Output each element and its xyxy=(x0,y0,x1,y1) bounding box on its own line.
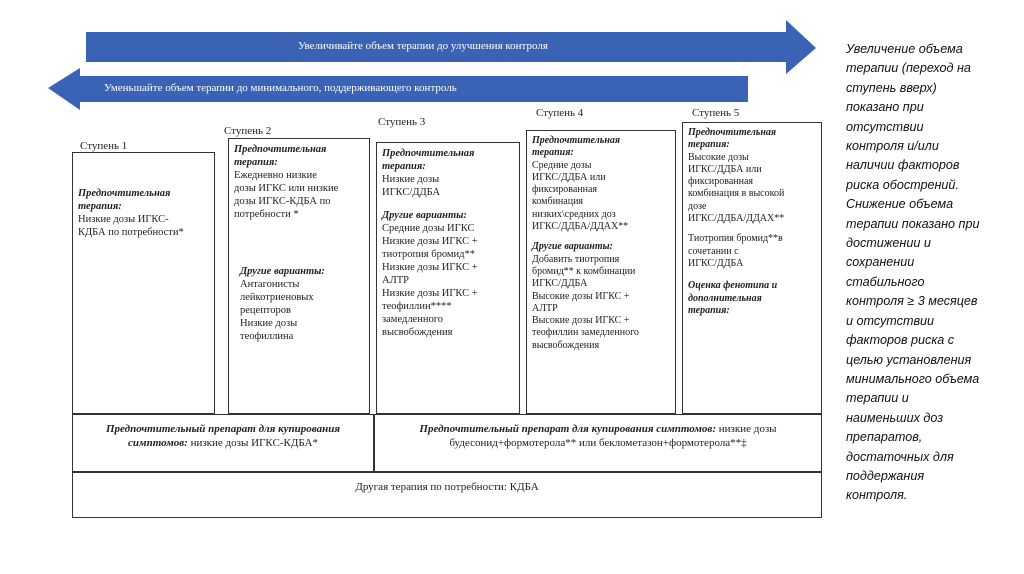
step-3-other-line: замедленного xyxy=(382,314,444,325)
step-3-preferred-title: терапия: xyxy=(382,161,426,172)
step-1-preferred-title: Предпочтительная терапия: xyxy=(78,188,171,212)
step-3-other-line: Низкие дозы ИГКС + xyxy=(382,262,478,273)
side-note-line: отсутствии xyxy=(846,119,924,134)
side-note-line: контроля и/или xyxy=(846,139,939,154)
step-4-label: Ступень 4 xyxy=(536,107,584,119)
step-2-other-line: рецепторов xyxy=(240,305,291,316)
relief-right-text-2: будесонид+формотерола** или беклометазон+формотерола**‡ xyxy=(449,437,747,449)
step-2-preferred-line: дозы ИГКС или низкие xyxy=(234,183,339,194)
step-2-preferred-line: потребности * xyxy=(234,209,299,220)
step-5-preferred-line: сочетании с xyxy=(688,245,739,257)
step-4-preferred-line: комбинация xyxy=(532,196,584,208)
step-4-box xyxy=(526,130,676,414)
step-2-preferred-line: дозы ИГКС-КДБА по xyxy=(234,196,331,207)
step-5-preferred-title: Предпочтительная xyxy=(688,127,777,138)
step-4-other-line: Добавить тиотропия xyxy=(532,253,620,265)
side-note-line: наличии факторов xyxy=(846,158,960,173)
step-3-other-line: теофиллин**** xyxy=(382,301,452,312)
step-3-other-line: тиотропия бромид** xyxy=(382,249,475,260)
step-4-preferred-line: ИГКС/ДДБА или xyxy=(532,171,606,183)
step-3-box xyxy=(376,142,520,414)
side-note-line: Увеличение объема xyxy=(846,42,963,56)
side-note xyxy=(846,40,1018,506)
side-note-line: и отсутствии xyxy=(846,313,935,328)
step-4-preferred-line: Средние дозы xyxy=(532,159,592,171)
step-5-label: Ступень 5 xyxy=(692,107,740,119)
increase-arrow-label: Увеличивайте объем терапии до улучшения контроля xyxy=(298,40,548,52)
step-2-box xyxy=(228,138,370,414)
side-note-line: терапии показано при xyxy=(846,216,980,231)
relief-right-text: низкие дозы xyxy=(716,423,777,435)
step-4-preferred-title: терапия: xyxy=(532,147,574,159)
step-4-preferred-line: низких\средних доз xyxy=(532,208,616,220)
step-5-preferred-line: Тиотропия бромид**в xyxy=(688,233,783,245)
step-5-other-title: дополнительная xyxy=(688,292,762,304)
step-5-preferred-title: терапия: xyxy=(688,139,730,151)
step-4-other-line: теофиллин замедленного xyxy=(532,327,639,339)
other-therapy-text: Другая терапия по потребности: КДБА xyxy=(355,481,539,493)
step-3-other-line: Низкие дозы ИГКС + xyxy=(382,288,478,299)
step-5-box xyxy=(682,122,822,414)
step-2-other-line: Антагонисты xyxy=(240,279,300,290)
side-note-line: факторов риска с xyxy=(846,333,955,348)
side-note-line: риска обострений. xyxy=(846,177,959,192)
step-4-other-title: Другие варианты: xyxy=(532,241,613,253)
step-1-preferred-line: КДБА по потребности* xyxy=(78,227,184,238)
side-note-line: ступень вверх) xyxy=(846,80,937,95)
side-note-line: сохранении xyxy=(846,255,915,270)
step-3-other-title: Другие варианты: xyxy=(382,210,467,221)
step-4-preferred-line: фиксированная xyxy=(532,184,597,196)
step-4-other-line: Высокие дозы ИГКС + xyxy=(532,315,630,327)
step-5-other-title: терапия: xyxy=(688,304,730,316)
step-2-other-title: Другие варианты: xyxy=(240,266,325,277)
side-note-line: минимального объема xyxy=(846,371,980,386)
side-note-line: достаточных для xyxy=(846,449,954,464)
step-5-preferred-line: ИГКС/ДДБА/ДДАХ** xyxy=(688,213,785,225)
step-1-box xyxy=(72,152,215,414)
side-note-line: достижении и xyxy=(846,236,931,251)
step-2-preferred-line: Ежедневно низкие xyxy=(234,170,317,181)
side-note-line: контроля. xyxy=(846,488,908,503)
step-5-other-title: Оценка фенотипа и xyxy=(688,280,778,292)
relief-left-title: Предпочтительный препарат для купирования xyxy=(105,423,341,435)
step-4-other-line: ИГКС/ДДБА xyxy=(532,278,588,290)
side-note-line: стабильного xyxy=(846,274,925,289)
step-5-preferred-line: комбинация в высокой xyxy=(688,188,785,200)
side-note-line: терапии (переход на xyxy=(846,61,971,76)
step-3-other-line: высвобождения xyxy=(382,327,453,338)
step-3-preferred-line: ИГКС/ДДБА xyxy=(382,187,441,198)
relief-left-text: низкие дозы ИГКС-КДБА* xyxy=(187,437,318,449)
step-3-other-line: Средние дозы ИГКС xyxy=(382,223,475,234)
step-4-preferred-line: ИГКС/ДДБА/ДДАХ** xyxy=(532,221,629,233)
step-4-other-line: бромид** к комбинации xyxy=(532,265,636,277)
step-2-label: Ступень 2 xyxy=(224,125,272,137)
relief-right-box xyxy=(374,414,822,472)
step-2-other-line: теофиллина xyxy=(240,331,294,342)
step-2-other-line: Низкие дозы xyxy=(240,318,298,329)
side-note-line: контроля ≥ 3 месяцев xyxy=(846,294,978,309)
step-2-preferred-title: Предпочтительная xyxy=(234,144,327,155)
step-4-other-line: высвобождения xyxy=(532,339,600,351)
relief-right-title: Предпочтительный препарат для купирования симптомов: xyxy=(419,423,716,435)
decrease-arrow-label: Уменьшайте объем терапии до минимального, поддерживающего контроль xyxy=(104,82,457,94)
relief-left-title-2: симптомов: xyxy=(128,437,188,449)
relief-left-box xyxy=(72,414,374,472)
step-3-other-line: АЛТР xyxy=(382,275,409,286)
side-note-line: целью установления xyxy=(846,352,972,367)
step-2-other-line: лейкотриеновых xyxy=(240,292,314,303)
side-note-line: терапии и xyxy=(846,391,909,406)
side-note-line: наименьших доз xyxy=(846,410,944,425)
step-1-preferred-line: Низкие дозы ИГКС- xyxy=(78,214,169,225)
step-4-other-line: АЛТР xyxy=(532,302,558,314)
side-note-line: Снижение объема xyxy=(846,197,954,212)
other-therapy-box xyxy=(72,472,822,518)
step-3-other-line: Низкие дозы ИГКС + xyxy=(382,236,478,247)
step-5-preferred-line: ИГКС/ДДБА xyxy=(688,257,744,269)
step-4-other-line: Высокие дозы ИГКС + xyxy=(532,290,630,302)
step-1-label: Ступень 1 xyxy=(80,140,128,152)
side-note-line: поддержания xyxy=(846,468,925,483)
step-5-preferred-line: Высокие дозы xyxy=(688,151,749,163)
step-5-preferred-line: дозе xyxy=(688,200,707,212)
step-5-preferred-line: фиксированная xyxy=(688,176,753,188)
step-3-label: Ступень 3 xyxy=(378,116,426,128)
step-2-preferred-title: терапия: xyxy=(234,157,278,168)
side-note-line: препаратов, xyxy=(846,430,923,445)
step-5-preferred-line: ИГКС/ДДБА или xyxy=(688,163,762,175)
step-4-preferred-title: Предпочтительная xyxy=(532,135,621,146)
side-note-line: показано при xyxy=(846,100,924,115)
step-3-preferred-line: Низкие дозы xyxy=(382,174,440,185)
step-3-preferred-title: Предпочтительная xyxy=(382,148,475,159)
